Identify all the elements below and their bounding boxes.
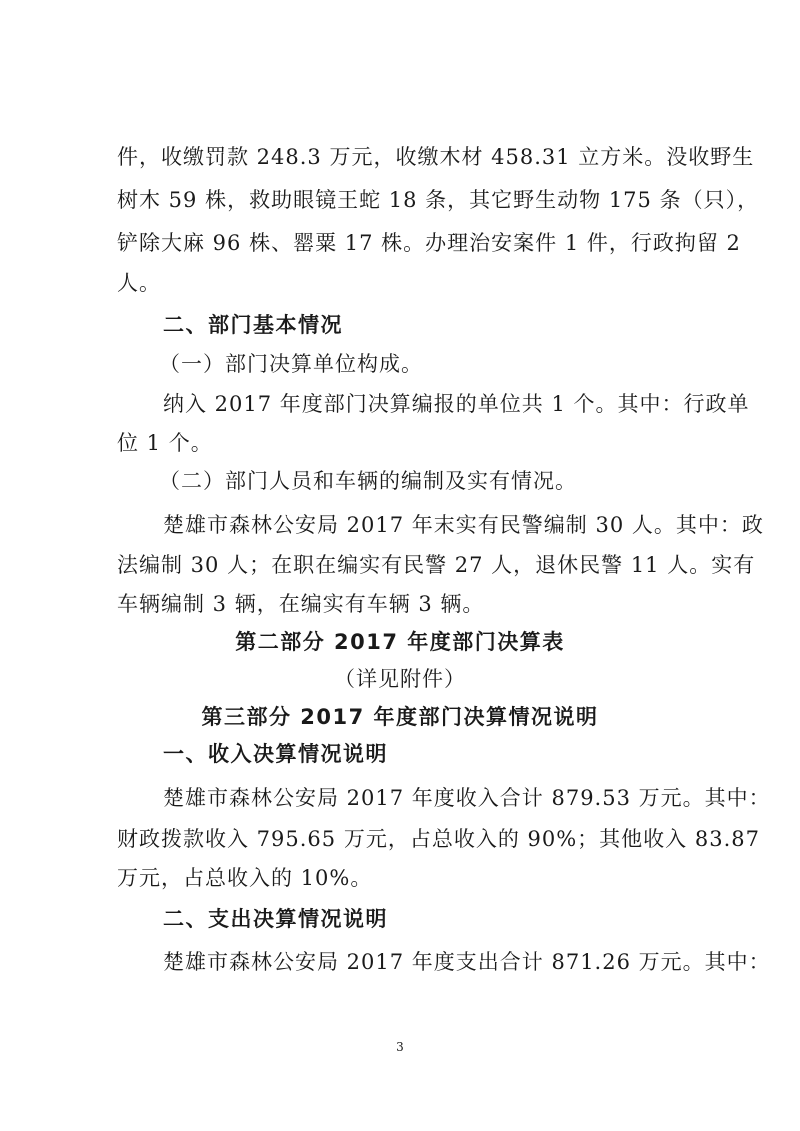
page-number: 3: [396, 1040, 404, 1054]
paragraph-line: 位 1 个。: [117, 431, 213, 455]
paragraph-line: 人。: [117, 271, 161, 295]
paragraph-line: 树木 59 株，救助眼镜王蛇 18 条，其它野生动物 175 条（只），: [117, 188, 760, 212]
paragraph-line: 万元，占总收入的 10%。: [117, 866, 373, 890]
paragraph-line: 法编制 30 人；在职在编实有民警 27 人，退休民警 11 人。实有: [117, 553, 756, 577]
section-heading-expense: 二、支出决算情况说明: [163, 907, 388, 931]
part-two-note: （详见附件）: [334, 667, 466, 691]
subsection-heading-personnel-vehicles: （二）部门人员和车辆的编制及实有情况。: [159, 469, 577, 493]
part-two-title: 第二部分 2017 年度部门决算表: [235, 630, 565, 654]
paragraph-line: 楚雄市森林公安局 2017 年度支出合计 871.26 万元。其中：: [163, 950, 771, 974]
section-heading-income: 一、收入决算情况说明: [163, 742, 388, 766]
part-three-title: 第三部分 2017 年度部门决算情况说明: [201, 705, 599, 729]
paragraph-line: 件，收缴罚款 248.3 万元，收缴木材 458.31 立方米。没收野生: [117, 145, 755, 169]
paragraph-line: 车辆编制 3 辆，在编实有车辆 3 辆。: [117, 592, 485, 616]
paragraph-line: 铲除大麻 96 株、罂粟 17 株。办理治安案件 1 件，行政拘留 2: [117, 231, 741, 255]
section-heading-basic-info: 二、部门基本情况: [163, 313, 343, 337]
paragraph-line: 楚雄市森林公安局 2017 年末实有民警编制 30 人。其中：政: [163, 513, 764, 537]
paragraph-line: 楚雄市森林公安局 2017 年度收入合计 879.53 万元。其中：: [163, 786, 771, 810]
paragraph-line: 纳入 2017 年度部门决算编报的单位共 1 个。其中：行政单: [163, 392, 750, 416]
paragraph-line: 财政拨款收入 795.65 万元，占总收入的 90%；其他收入 83.87: [117, 827, 760, 851]
subsection-heading-unit-composition: （一）部门决算单位构成。: [159, 352, 423, 376]
